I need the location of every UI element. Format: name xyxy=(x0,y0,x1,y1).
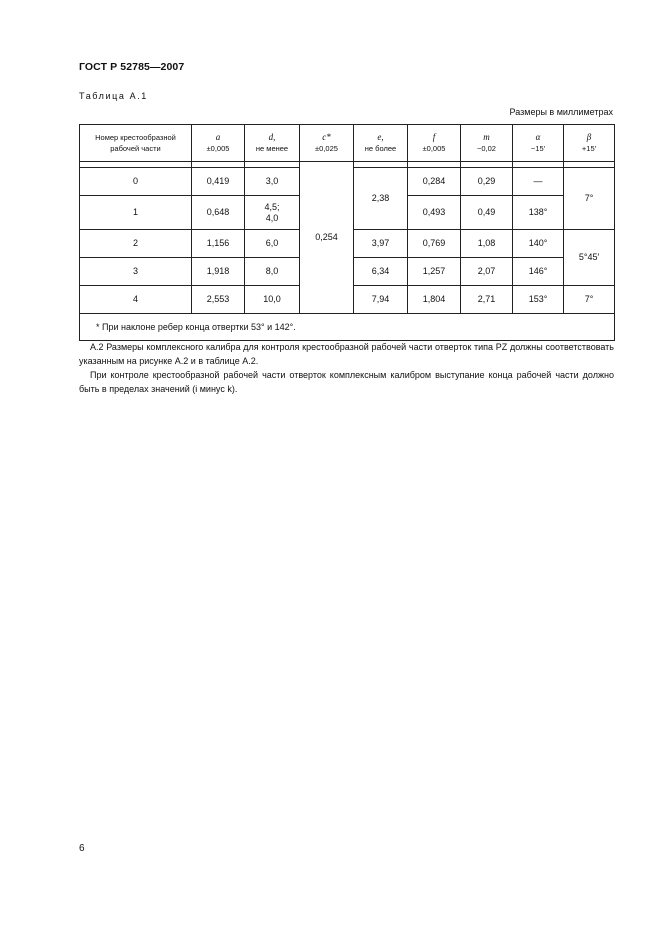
cell-a: 1,156 xyxy=(192,230,245,258)
cell-m: 2,07 xyxy=(461,258,513,286)
cell-beta-merged: 7° xyxy=(564,168,615,230)
cell-a: 0,648 xyxy=(192,196,245,230)
page-number: 6 xyxy=(79,843,85,854)
cell-e: 3,97 xyxy=(354,230,408,258)
cell-beta: 7° xyxy=(564,286,615,314)
cell-m: 1,08 xyxy=(461,230,513,258)
cell-number: 0 xyxy=(80,168,192,196)
cell-m: 0,49 xyxy=(461,196,513,230)
cell-beta-merged: 5°45′ xyxy=(564,230,615,286)
cell-e-merged: 2,38 xyxy=(354,168,408,230)
cell-c-merged: 0,254 xyxy=(300,162,354,314)
paragraph-control: При контроле крестообразной рабочей части отверток комплексным калибром выступание конца рабочей части должно быть в пределах значений (i минус k). xyxy=(79,370,614,394)
header-a: a ±0,005 xyxy=(192,125,245,162)
paragraph-a2: А.2 Размеры комплексного калибра для контроля крестообразной рабочей части отверток типа PZ должны соответствовать указанным на рисунке А.2 и в таблице А.2. xyxy=(79,342,614,366)
cell-number: 2 xyxy=(80,230,192,258)
document-title: ГОСТ Р 52785—2007 xyxy=(79,61,185,73)
cell-alpha: 153° xyxy=(513,286,564,314)
cell-alpha: 146° xyxy=(513,258,564,286)
cell-number: 1 xyxy=(80,196,192,230)
cell-d: 6,0 xyxy=(245,230,300,258)
table-caption: Таблица А.1 xyxy=(79,91,148,101)
cell-d: 10,0 xyxy=(245,286,300,314)
cell-f: 0,493 xyxy=(408,196,461,230)
cell-e: 7,94 xyxy=(354,286,408,314)
header-d: d, не менее xyxy=(245,125,300,162)
header-c: c* ±0,025 xyxy=(300,125,354,162)
cell-a: 2,553 xyxy=(192,286,245,314)
cell-f: 1,804 xyxy=(408,286,461,314)
cell-alpha: 138° xyxy=(513,196,564,230)
header-number: Номер крестообразной рабочей части xyxy=(80,125,192,162)
table-footnote: * При наклоне ребер конца отвертки 53° и 142°. xyxy=(80,314,615,341)
cell-number: 4 xyxy=(80,286,192,314)
cell-m: 0,29 xyxy=(461,168,513,196)
cell-d: 3,0 xyxy=(245,168,300,196)
header-beta: β +15′ xyxy=(564,125,615,162)
header-f: f ±0,005 xyxy=(408,125,461,162)
cell-d: 4,5; 4,0 xyxy=(245,196,300,230)
cell-alpha: 140° xyxy=(513,230,564,258)
header-alpha: α −15′ xyxy=(513,125,564,162)
cell-a: 1,918 xyxy=(192,258,245,286)
table-header-row xyxy=(80,125,615,162)
cell-alpha: — xyxy=(513,168,564,196)
cell-f: 0,769 xyxy=(408,230,461,258)
dimensions-table xyxy=(79,124,615,341)
cell-f: 0,284 xyxy=(408,168,461,196)
cell-e: 6,34 xyxy=(354,258,408,286)
table-units: Размеры в миллиметрах xyxy=(509,107,613,117)
cell-d: 8,0 xyxy=(245,258,300,286)
table-footnote-row xyxy=(80,314,615,341)
cell-m: 2,71 xyxy=(461,286,513,314)
header-m: m −0,02 xyxy=(461,125,513,162)
cell-number: 3 xyxy=(80,258,192,286)
cell-f: 1,257 xyxy=(408,258,461,286)
cell-a: 0,419 xyxy=(192,168,245,196)
header-e: e, не более xyxy=(354,125,408,162)
